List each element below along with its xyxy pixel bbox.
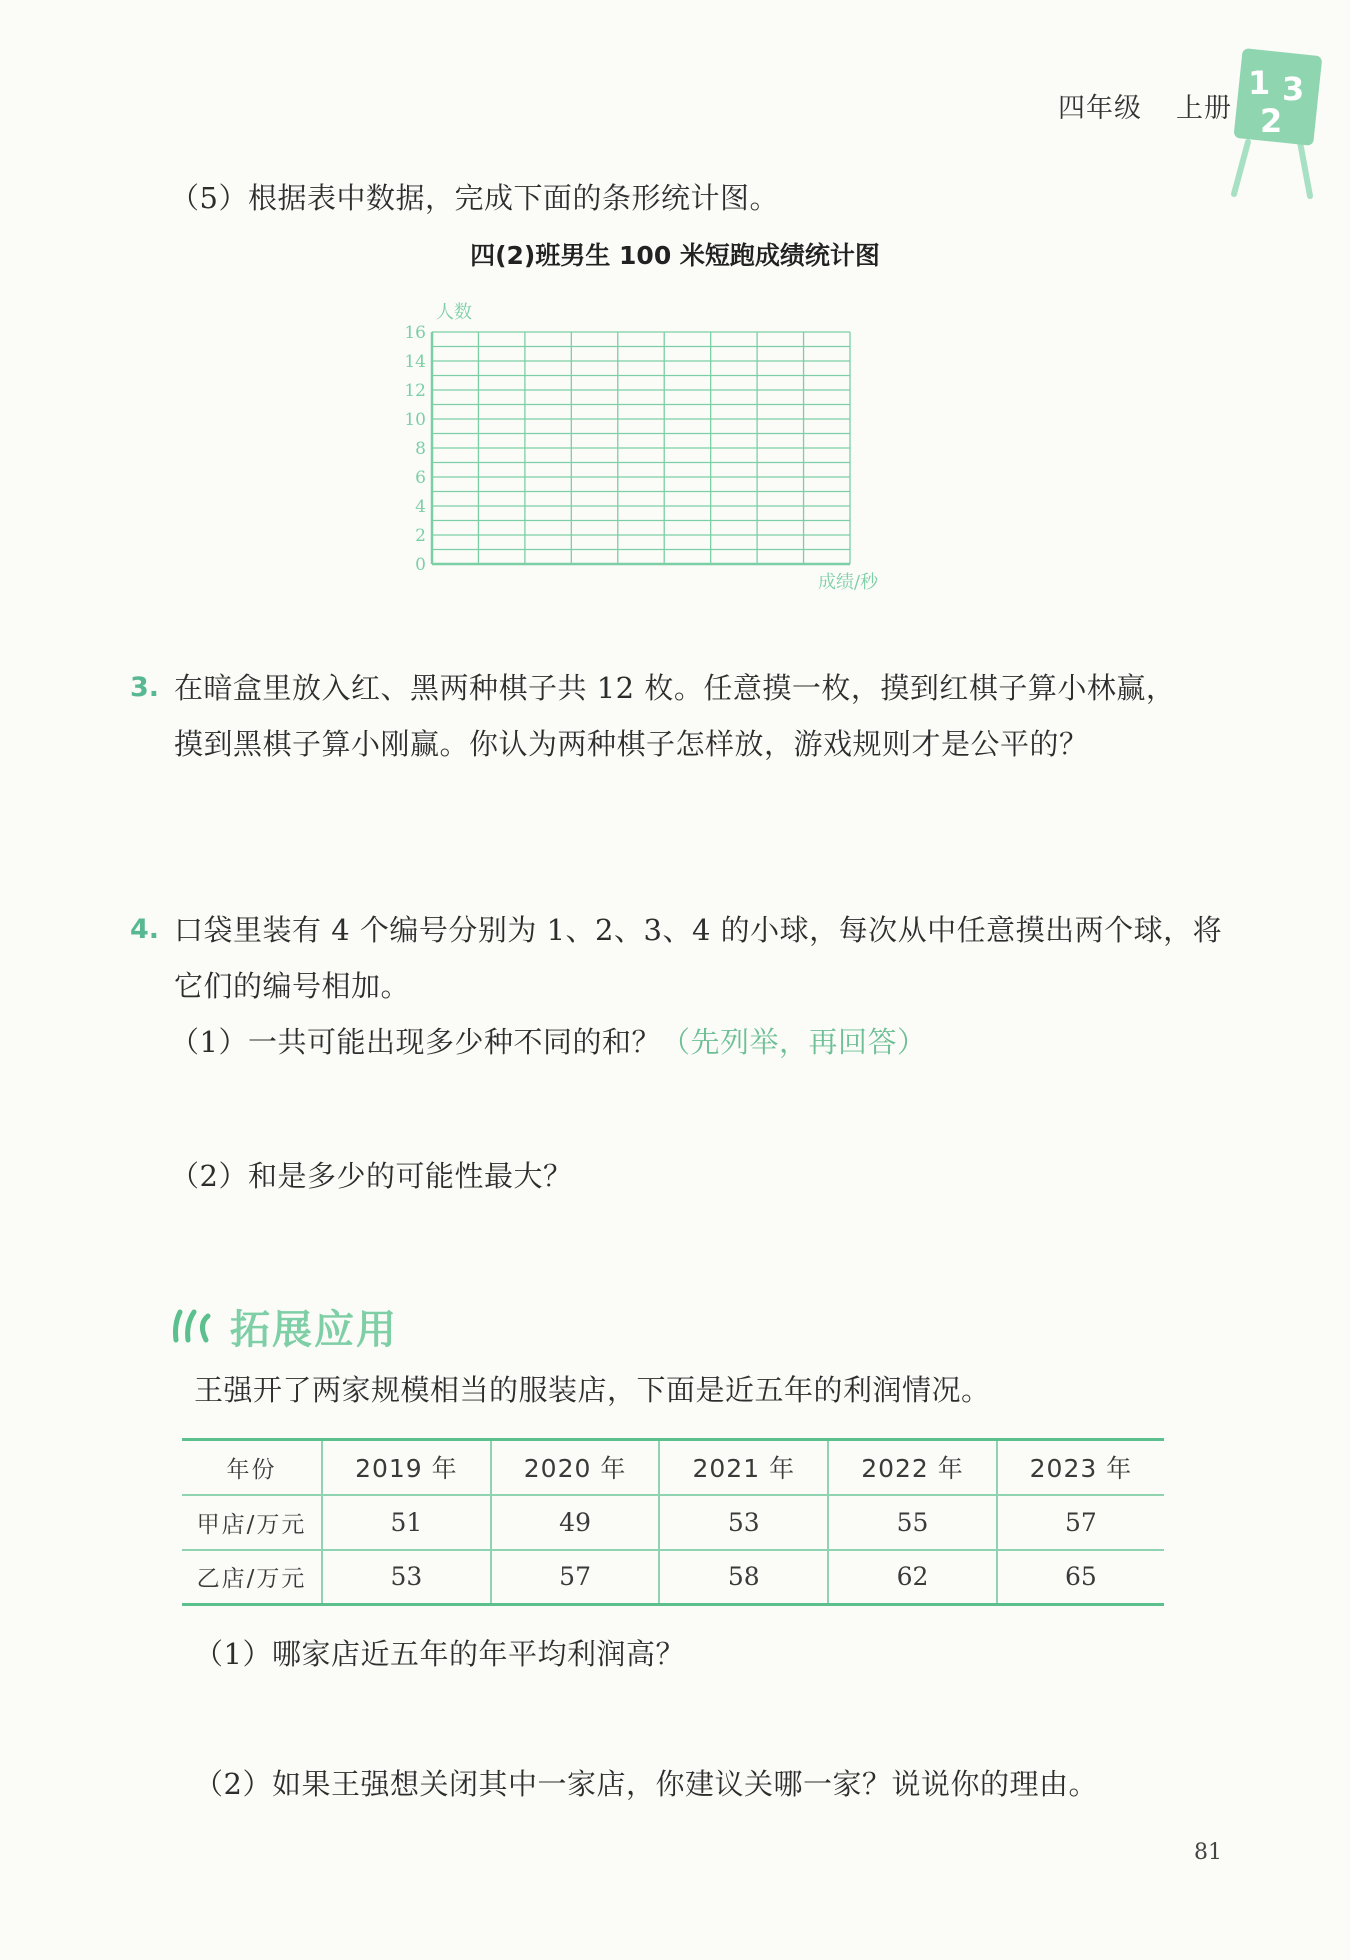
table-header-row <box>182 1440 1164 1495</box>
q4-part2: （2）和是多少的可能性最大？ <box>170 1159 573 1193</box>
table-cell: 53 <box>322 1550 491 1605</box>
header-volume: 上册 <box>1176 93 1232 124</box>
q4-part1-text: （1）一共可能出现多少种不同的和？ <box>170 1025 661 1059</box>
q4-line2: 它们的编号相加。 <box>174 969 411 1003</box>
section-decoration-icon <box>168 1300 228 1346</box>
y-tick-label: 8 <box>415 439 426 459</box>
q3-number: 3. <box>130 672 160 703</box>
y-axis-label: 人数 <box>436 302 472 323</box>
chart-title: 四(2)班男生 100 米短跑成绩统计图 <box>470 241 880 270</box>
extension-part2: （2）如果王强想关闭其中一家店，你建议关哪一家？说说你的理由。 <box>194 1767 1098 1801</box>
table-year: 2022 年 <box>828 1440 997 1495</box>
extension-intro: 王强开了两家规模相当的服装店，下面是近五年的利润情况。 <box>194 1373 991 1407</box>
q3-line2: 摸到黑棋子算小刚赢。你认为两种棋子怎样放，游戏规则才是公平的？ <box>174 727 1089 761</box>
extension-part1: （1）哪家店近五年的年平均利润高？ <box>194 1637 685 1671</box>
table-row-label: 甲店/万元 <box>182 1495 322 1550</box>
q4-line1: 口袋里装有 4 个编号分别为 1、2、3、4 的小球，每次从中任意摸出两个球，将 <box>174 913 1223 947</box>
table-cell: 65 <box>997 1550 1164 1605</box>
q3-line1: 在暗盒里放入红、黑两种棋子共 12 枚。任意摸一枚，摸到红棋子算小林赢， <box>174 671 1176 705</box>
y-tick-label: 6 <box>415 468 426 488</box>
table-row <box>182 1550 1164 1605</box>
table-year: 2019 年 <box>322 1440 491 1495</box>
table-row <box>182 1495 1164 1550</box>
y-tick-label: 0 <box>415 555 426 575</box>
header-grade: 四年级 <box>1058 93 1142 124</box>
table-year: 2023 年 <box>997 1440 1164 1495</box>
table-year: 2020 年 <box>491 1440 660 1495</box>
table-cell: 53 <box>659 1495 828 1550</box>
chart-grid <box>432 332 850 564</box>
profit-table <box>182 1438 1164 1606</box>
y-tick-label: 4 <box>415 497 426 517</box>
logo-digit: 3 <box>1282 70 1305 108</box>
table-cell: 51 <box>322 1495 491 1550</box>
q2-part5-text: （5）根据表中数据，完成下面的条形统计图。 <box>170 181 779 215</box>
blackboard-logo-icon <box>1230 46 1326 206</box>
table-cell: 57 <box>997 1495 1164 1550</box>
page-number: 81 <box>1194 1840 1222 1865</box>
bar-chart-grid <box>400 296 960 606</box>
table-header-label: 年份 <box>182 1440 322 1495</box>
section-title: 拓展应用 <box>230 1307 398 1353</box>
q4-number: 4. <box>130 914 160 945</box>
y-tick-label: 12 <box>404 381 426 401</box>
table-cell: 62 <box>828 1550 997 1605</box>
y-tick-label: 2 <box>415 526 426 546</box>
table-cell: 57 <box>491 1550 660 1605</box>
y-axis-ticks <box>404 323 426 575</box>
x-axis-label: 成绩/秒 <box>818 572 879 593</box>
table-cell: 55 <box>828 1495 997 1550</box>
table-row-label: 乙店/万元 <box>182 1550 322 1605</box>
y-tick-label: 16 <box>404 323 426 343</box>
q4-part1-hint: （先列举，再回答） <box>660 1025 927 1059</box>
y-tick-label: 14 <box>404 352 426 372</box>
table-cell: 49 <box>491 1495 660 1550</box>
logo-digit: 1 <box>1248 64 1271 102</box>
q4-part1 <box>170 1022 926 1062</box>
table-year: 2021 年 <box>659 1440 828 1495</box>
logo-digit: 2 <box>1260 102 1283 140</box>
y-tick-label: 10 <box>404 410 426 430</box>
table-cell: 58 <box>659 1550 828 1605</box>
